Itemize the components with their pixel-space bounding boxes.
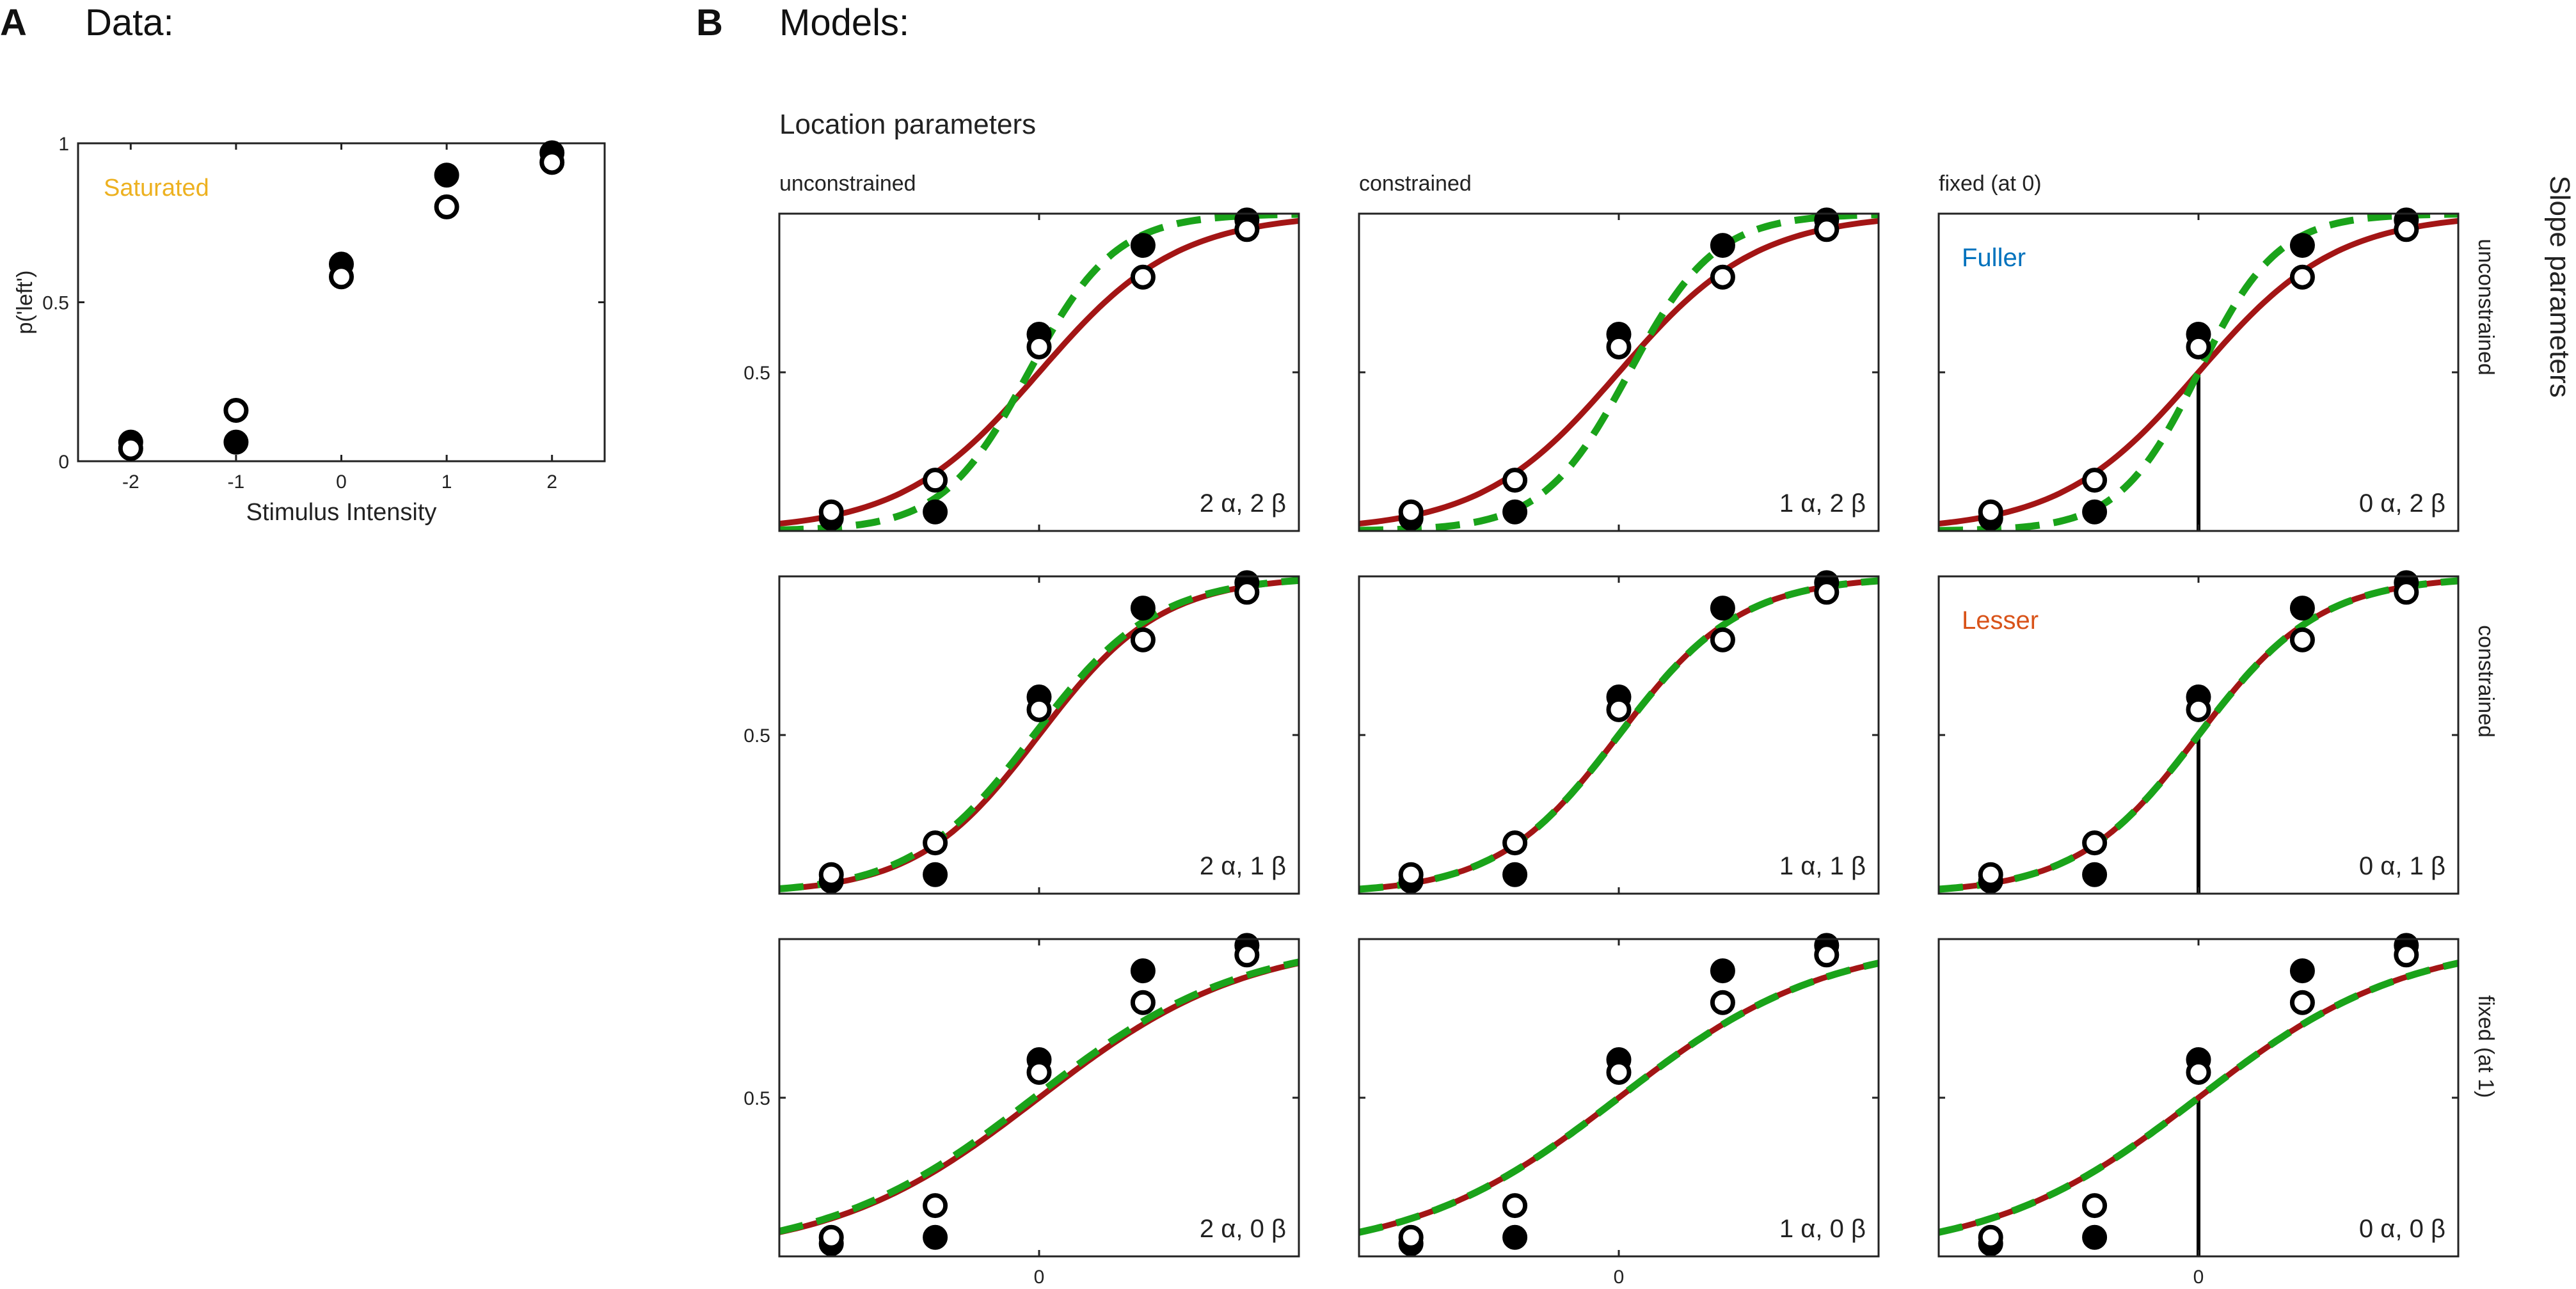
panel-a-letter: A (0, 2, 27, 43)
data-point-filled (1505, 1227, 1525, 1247)
panel-a-title: Data: (85, 2, 174, 43)
data-point-open (1609, 1062, 1629, 1082)
panel-curves (1359, 963, 1879, 1233)
column-header-fixed: fixed (at 0) (1939, 171, 2042, 196)
data-point-open (1505, 833, 1525, 853)
model-parameter-label: 2 α, 0 β (1199, 1215, 1286, 1243)
data-point-open (1133, 629, 1153, 650)
data-point-open (2292, 267, 2312, 287)
data-point-open (1817, 219, 1837, 240)
data-point-open (1609, 336, 1629, 357)
data-point-filled (1712, 598, 1733, 619)
data-point-open (1817, 945, 1837, 965)
lesser-annotation: Lesser (1962, 606, 2039, 635)
panel-a-point-open (226, 400, 246, 420)
data-point-filled (2292, 961, 2312, 981)
model-parameter-label: 0 α, 1 β (2358, 852, 2445, 880)
data-point-open (1029, 1062, 1049, 1082)
lesser-model-curve (779, 963, 1299, 1233)
data-point-filled (2085, 864, 2105, 885)
data-point-open (1505, 470, 1525, 491)
data-point-open (1980, 502, 2001, 522)
lesser-model-curve (1359, 221, 1879, 523)
data-point-open (2292, 992, 2312, 1013)
data-point-filled (1505, 864, 1525, 885)
panel-a-point-open (436, 196, 457, 217)
data-point-open (2085, 1196, 2105, 1216)
panel-a-point-open (120, 438, 141, 459)
column-header-unconstrained: unconstrained (779, 171, 916, 196)
panel-a-y-tick-label: 0.5 (42, 292, 69, 314)
panel-curves (779, 962, 1299, 1233)
lesser-model-curve (779, 581, 1299, 889)
data-point-open (1401, 502, 1421, 522)
column-header-constrained: constrained (1359, 171, 1472, 196)
model-parameter-label: 2 α, 2 β (1199, 489, 1286, 518)
model-panel-y-tick-label: 0.5 (743, 363, 770, 384)
panel-curves (779, 214, 1299, 530)
data-point-open (2188, 336, 2209, 357)
panel-a-x-tick-label: 1 (441, 471, 452, 493)
data-point-filled (1133, 598, 1153, 619)
panel-a-saturated-label: Saturated (104, 175, 209, 202)
data-point-open (821, 1227, 841, 1247)
data-point-open (1029, 336, 1049, 357)
data-point-filled (1505, 502, 1525, 522)
model-parameter-label: 0 α, 0 β (2358, 1215, 2445, 1243)
data-point-filled (925, 1227, 946, 1247)
model-panel-x-tick-label: 0 (2193, 1267, 2204, 1288)
data-point-open (925, 470, 946, 491)
data-point-filled (925, 864, 946, 885)
data-point-open (821, 502, 841, 522)
panel-a-point-filled (436, 165, 457, 186)
model-panel-x-tick-label: 0 (1033, 1267, 1045, 1288)
data-point-open (2188, 1062, 2209, 1082)
data-point-filled (925, 502, 946, 522)
data-point-open (2085, 833, 2105, 853)
data-point-filled (1712, 235, 1733, 256)
panel-a-point-open (542, 152, 562, 173)
data-point-filled (1133, 961, 1153, 981)
data-point-open (1980, 864, 2001, 885)
slope-parameters-title: Slope parameters (2544, 175, 2575, 398)
panel-curves (1359, 581, 1879, 889)
data-point-open (821, 864, 841, 885)
data-point-open (1609, 699, 1629, 720)
panel-a-x-axis-label: Stimulus Intensity (246, 499, 437, 526)
data-point-open (1980, 1227, 2001, 1247)
model-panel-y-tick-label: 0.5 (743, 1088, 770, 1109)
panel-a-point-open (331, 267, 352, 287)
panel-a-y-axis-label: p('left') (13, 270, 37, 335)
data-point-open (1237, 945, 1257, 965)
panel-a-y-tick-label: 0 (58, 452, 69, 473)
model-panel-y-tick-label: 0.5 (743, 725, 770, 747)
panel-a-point-filled (226, 432, 246, 452)
model-panel-x-tick-label: 0 (1613, 1267, 1625, 1288)
data-point-open (1133, 267, 1153, 287)
panel-a-x-tick-label: -2 (122, 471, 139, 493)
panel-a-x-tick-label: -1 (227, 471, 245, 493)
panel-curves (1359, 215, 1879, 530)
data-point-open (1401, 1227, 1421, 1247)
fuller-annotation: Fuller (1962, 244, 2026, 272)
data-point-open (2396, 219, 2417, 240)
location-parameters-title: Location parameters (779, 109, 1037, 140)
data-point-open (1505, 1196, 1525, 1216)
lesser-model-curve (1359, 963, 1879, 1233)
model-parameter-label: 2 α, 1 β (1199, 852, 1286, 880)
data-point-open (925, 833, 946, 853)
data-point-open (2085, 470, 2105, 491)
data-point-filled (2292, 235, 2312, 256)
data-point-open (1237, 582, 1257, 603)
data-point-open (1712, 629, 1733, 650)
lesser-model-curve (779, 221, 1299, 523)
data-point-filled (2085, 1227, 2105, 1247)
panel-a-y-tick-label: 1 (58, 134, 69, 155)
data-point-filled (2292, 598, 2312, 619)
model-parameter-label: 1 α, 1 β (1779, 852, 1866, 880)
data-point-open (2396, 945, 2417, 965)
data-point-filled (1712, 961, 1733, 981)
data-point-open (1712, 267, 1733, 287)
panel-b-letter: B (696, 2, 723, 43)
data-point-filled (2085, 502, 2105, 522)
data-point-open (2188, 699, 2209, 720)
data-point-open (1401, 864, 1421, 885)
row-header-fixed: fixed (at 1) (2474, 995, 2498, 1098)
data-point-open (925, 1196, 946, 1216)
data-point-open (1237, 219, 1257, 240)
data-point-filled (1133, 235, 1153, 256)
data-point-open (2292, 629, 2312, 650)
data-point-open (1817, 582, 1837, 603)
data-point-open (1133, 992, 1153, 1013)
data-point-open (1712, 992, 1733, 1013)
model-parameter-label: 1 α, 0 β (1779, 1215, 1866, 1243)
panel-curves (779, 580, 1299, 889)
row-header-unconstrained: unconstrained (2474, 239, 2498, 376)
panel-a-x-tick-label: 2 (546, 471, 558, 493)
fuller-model-curve (1359, 581, 1879, 889)
panel-b-title: Models: (779, 2, 910, 43)
model-parameter-label: 0 α, 2 β (2358, 489, 2445, 518)
data-point-open (1029, 699, 1049, 720)
data-point-open (2396, 582, 2417, 603)
panel-a-x-tick-label: 0 (336, 471, 347, 493)
model-parameter-label: 1 α, 2 β (1779, 489, 1866, 518)
row-header-constrained: constrained (2474, 625, 2498, 738)
